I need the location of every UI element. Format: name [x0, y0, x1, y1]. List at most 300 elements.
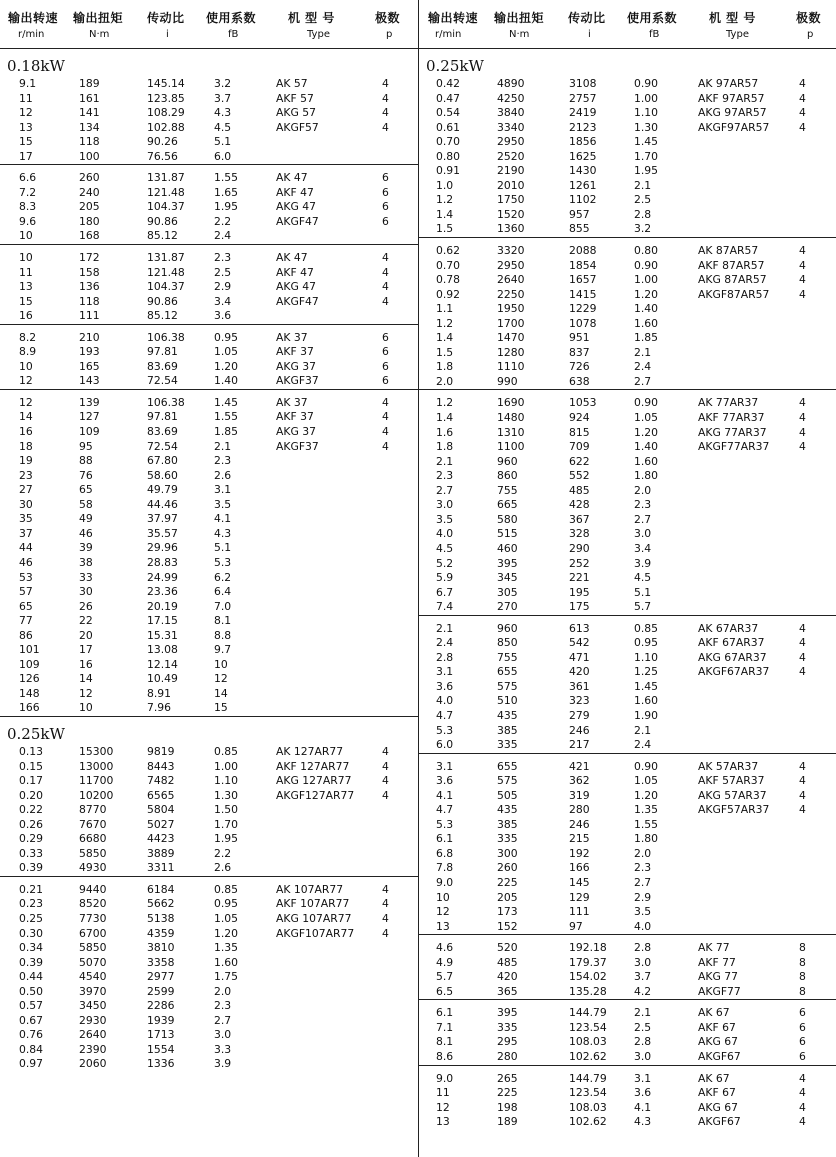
table-row: [419, 302, 836, 317]
torque-cell: 127: [79, 410, 100, 424]
speed-cell: 3.5: [436, 512, 454, 526]
table-row: [419, 709, 836, 724]
torque-cell: 5850: [79, 846, 107, 860]
table-row: [419, 375, 836, 390]
speed-cell: 12: [19, 106, 33, 120]
power-heading: 0.25kW: [7, 724, 65, 743]
factor-cell: 2.7: [634, 374, 652, 388]
torque-cell: 118: [79, 294, 100, 308]
header-poles: 极数: [796, 11, 822, 25]
ratio-cell: 76.56: [147, 149, 178, 163]
factor-cell: 1.05: [634, 774, 659, 788]
table-header: [419, 0, 836, 49]
torque-cell: 2520: [497, 149, 525, 163]
model-cell: AKGF47: [276, 294, 319, 308]
ratio-cell: 319: [569, 788, 590, 802]
ratio-cell: 72.54: [147, 439, 178, 453]
factor-cell: 6.0: [214, 149, 232, 163]
speed-cell: 4.9: [436, 955, 454, 969]
speed-cell: 1.0: [436, 178, 454, 192]
table-row: [0, 774, 418, 789]
block-rows: [0, 171, 418, 244]
ratio-cell: 97.81: [147, 410, 178, 424]
ratio-cell: 7482: [147, 774, 175, 788]
ratio-cell: 85.12: [147, 229, 178, 243]
header-speed-unit: r/min: [18, 29, 45, 40]
factor-cell: 1.10: [634, 106, 659, 120]
table-row: [0, 498, 418, 513]
ratio-cell: 90.86: [147, 294, 178, 308]
speed-cell: 1.4: [436, 207, 454, 221]
factor-cell: 0.90: [634, 77, 659, 90]
factor-cell: 2.6: [214, 861, 232, 875]
factor-cell: 3.3: [214, 1042, 232, 1056]
ratio-cell: 90.26: [147, 135, 178, 149]
model-cell: AKGF47: [276, 214, 319, 228]
speed-cell: 166: [19, 701, 40, 715]
table-row: [419, 724, 836, 739]
poles-cell: 4: [382, 788, 389, 802]
table-row: [0, 1028, 418, 1043]
poles-cell: 4: [799, 244, 806, 258]
speed-cell: 6.5: [436, 984, 454, 998]
torque-cell: 13000: [79, 759, 114, 773]
speed-cell: 4.7: [436, 803, 454, 817]
model-cell: AKGF67AR37: [698, 665, 770, 679]
torque-cell: 520: [497, 941, 518, 955]
factor-cell: 1.05: [214, 911, 239, 925]
speed-cell: 9.0: [436, 875, 454, 889]
ratio-cell: 1713: [147, 1028, 175, 1042]
ratio-cell: 5138: [147, 911, 175, 925]
table-row: [0, 410, 418, 425]
torque-cell: 5850: [79, 941, 107, 955]
speed-cell: 13: [436, 919, 450, 933]
ratio-cell: 108.29: [147, 106, 185, 120]
torque-cell: 189: [79, 77, 100, 90]
speed-cell: 17: [19, 149, 33, 163]
table-row: [419, 440, 836, 455]
factor-cell: 2.9: [214, 280, 232, 294]
table-row: [0, 512, 418, 527]
power-heading: 0.25kW: [426, 57, 484, 75]
header-speed-unit: r/min: [435, 29, 462, 40]
table-row: [0, 643, 418, 658]
speed-cell: 0.92: [436, 287, 461, 301]
table-row: [419, 77, 836, 92]
model-cell: AK 127AR77: [276, 744, 344, 758]
table-row: [419, 121, 836, 136]
table-row: [419, 193, 836, 208]
table-row: [0, 483, 418, 498]
model-cell: AKF 77AR37: [698, 411, 765, 425]
factor-cell: 1.85: [634, 331, 659, 345]
factor-cell: 2.0: [214, 984, 232, 998]
table-row: [0, 760, 418, 775]
ratio-cell: 1229: [569, 302, 597, 316]
speed-cell: 19: [19, 454, 33, 468]
poles-cell: 4: [799, 411, 806, 425]
factor-cell: 2.0: [634, 483, 652, 497]
speed-cell: 1.4: [436, 411, 454, 425]
factor-cell: 4.3: [634, 1115, 652, 1129]
poles-cell: 4: [382, 926, 389, 940]
speed-cell: 0.17: [19, 774, 44, 788]
factor-cell: 1.55: [214, 171, 239, 185]
factor-cell: 3.5: [214, 497, 232, 511]
header-model: 机 型 号: [709, 11, 756, 25]
ratio-cell: 123.54: [569, 1020, 607, 1034]
torque-cell: 38: [79, 555, 93, 569]
header-speed: 输出转速: [428, 11, 479, 25]
factor-cell: 0.95: [214, 330, 239, 344]
factor-cell: 2.3: [634, 861, 652, 875]
factor-cell: 1.50: [214, 803, 239, 817]
rating-block: [419, 390, 836, 615]
speed-cell: 30: [19, 497, 33, 511]
table-row: [419, 484, 836, 499]
model-cell: AKGF77: [698, 984, 741, 998]
ratio-cell: 279: [569, 708, 590, 722]
model-cell: AKF 67: [698, 1020, 736, 1034]
power-heading: 0.18kW: [7, 57, 65, 75]
ratio-cell: 3108: [569, 77, 597, 90]
speed-cell: 13: [19, 120, 33, 134]
model-cell: AK 67AR37: [698, 621, 759, 635]
table-row: [419, 694, 836, 709]
factor-cell: 1.45: [214, 395, 239, 409]
table-row: [0, 970, 418, 985]
torque-cell: 655: [497, 759, 518, 773]
speed-cell: 77: [19, 614, 33, 628]
poles-cell: 4: [382, 911, 389, 925]
block-rows: [419, 1006, 836, 1064]
speed-cell: 4.0: [436, 694, 454, 708]
factor-cell: 1.70: [214, 817, 239, 831]
factor-cell: 4.3: [214, 526, 232, 540]
speed-cell: 5.2: [436, 556, 454, 570]
model-cell: AKGF37: [276, 374, 319, 388]
speed-cell: 10: [19, 359, 33, 373]
table-row: [419, 244, 836, 259]
ratio-cell: 1856: [569, 135, 597, 149]
table-row: [419, 876, 836, 891]
right-column: [418, 0, 836, 1157]
speed-cell: 4.7: [436, 708, 454, 722]
factor-cell: 0.85: [634, 621, 659, 635]
ratio-cell: 49.79: [147, 483, 178, 497]
torque-cell: 395: [497, 556, 518, 570]
block-rows: [419, 760, 836, 935]
ratio-cell: 1430: [569, 164, 597, 178]
model-cell: AKGF97AR57: [698, 120, 770, 134]
factor-cell: 5.1: [214, 135, 232, 149]
factor-cell: 0.90: [634, 396, 659, 410]
ratio-cell: 106.38: [147, 395, 185, 409]
ratio-cell: 726: [569, 360, 590, 374]
model-cell: AKF 67: [698, 1086, 736, 1100]
header-torque-unit: N·m: [89, 29, 110, 40]
torque-cell: 225: [497, 1086, 518, 1100]
torque-cell: 26: [79, 599, 93, 613]
model-cell: AKGF57: [276, 120, 319, 134]
poles-cell: 4: [799, 788, 806, 802]
speed-cell: 148: [19, 686, 40, 700]
speed-cell: 4.5: [436, 541, 454, 555]
speed-cell: 0.47: [436, 91, 461, 105]
poles-cell: 4: [382, 425, 389, 439]
header-poles: 极数: [375, 11, 401, 25]
torque-cell: 15300: [79, 744, 114, 758]
table-row: [0, 440, 418, 455]
speed-cell: 5.3: [436, 817, 454, 831]
table-row: [0, 454, 418, 469]
factor-cell: 2.7: [214, 1013, 232, 1027]
poles-cell: 4: [799, 621, 806, 635]
factor-cell: 2.1: [634, 723, 652, 737]
poles-cell: 6: [382, 185, 389, 199]
factor-cell: 2.9: [634, 890, 652, 904]
model-cell: AKGF107AR77: [276, 926, 355, 940]
torque-cell: 205: [79, 200, 100, 214]
ratio-cell: 3358: [147, 955, 175, 969]
speed-cell: 0.50: [19, 984, 44, 998]
rating-block: [419, 49, 836, 238]
factor-cell: 0.90: [634, 258, 659, 272]
speed-cell: 6.7: [436, 585, 454, 599]
factor-cell: 1.75: [214, 970, 239, 984]
poles-cell: 4: [799, 1100, 806, 1114]
header-factor-unit: fB: [649, 29, 660, 40]
table-row: [0, 121, 418, 136]
table-row: [419, 1115, 836, 1130]
ratio-cell: 102.88: [147, 120, 185, 134]
poles-cell: 4: [799, 273, 806, 287]
factor-cell: 1.00: [634, 91, 659, 105]
model-cell: AK 37: [276, 395, 308, 409]
speed-cell: 0.22: [19, 803, 44, 817]
ratio-cell: 8.91: [147, 686, 172, 700]
poles-cell: 4: [382, 106, 389, 120]
torque-cell: 139: [79, 395, 100, 409]
speed-cell: 23: [19, 468, 33, 482]
poles-cell: 4: [799, 77, 806, 90]
torque-cell: 10: [79, 701, 93, 715]
poles-cell: 4: [382, 439, 389, 453]
torque-cell: 1700: [497, 316, 525, 330]
model-cell: AKF 37: [276, 345, 314, 359]
speed-cell: 1.4: [436, 331, 454, 345]
ratio-cell: 1625: [569, 149, 597, 163]
ratio-cell: 131.87: [147, 171, 185, 185]
table-row: [0, 1057, 418, 1072]
torque-cell: 152: [497, 919, 518, 933]
ratio-cell: 420: [569, 665, 590, 679]
ratio-cell: 622: [569, 454, 590, 468]
ratio-cell: 3810: [147, 941, 175, 955]
factor-cell: 4.5: [634, 571, 652, 585]
speed-cell: 4.6: [436, 941, 454, 955]
model-cell: AKGF67: [698, 1050, 741, 1063]
speed-cell: 1.5: [436, 222, 454, 236]
torque-cell: 2640: [497, 273, 525, 287]
table-row: [419, 360, 836, 375]
ratio-cell: 2123: [569, 120, 597, 134]
ratio-cell: 323: [569, 694, 590, 708]
model-cell: AKGF127AR77: [276, 788, 355, 802]
factor-cell: 2.4: [214, 229, 232, 243]
ratio-cell: 471: [569, 650, 590, 664]
table-row: [419, 665, 836, 680]
torque-cell: 100: [79, 149, 100, 163]
model-cell: AKG 37: [276, 359, 317, 373]
factor-cell: 8.8: [214, 628, 232, 642]
table-row: [0, 658, 418, 673]
block-rows: [419, 1072, 836, 1130]
factor-cell: 1.65: [214, 185, 239, 199]
ratio-cell: 428: [569, 498, 590, 512]
speed-cell: 8.9: [19, 345, 37, 359]
torque-cell: 193: [79, 345, 100, 359]
factor-cell: 1.95: [214, 200, 239, 214]
speed-cell: 0.54: [436, 106, 461, 120]
ratio-cell: 2757: [569, 91, 597, 105]
torque-cell: 2930: [79, 1013, 107, 1027]
speed-cell: 86: [19, 628, 33, 642]
table-row: [0, 77, 418, 92]
speed-cell: 0.39: [19, 861, 44, 875]
table-row: [0, 266, 418, 281]
ratio-cell: 5662: [147, 897, 175, 911]
speed-cell: 27: [19, 483, 33, 497]
table-row: [419, 891, 836, 906]
torque-cell: 180: [79, 214, 100, 228]
ratio-cell: 145: [569, 875, 590, 889]
header-ratio: 传动比: [568, 11, 606, 25]
torque-cell: 225: [497, 875, 518, 889]
speed-cell: 35: [19, 512, 33, 526]
torque-cell: 136: [79, 280, 100, 294]
table-row: [0, 571, 418, 586]
table-row: [0, 1014, 418, 1029]
factor-cell: 3.2: [634, 222, 652, 236]
factor-cell: 1.00: [634, 273, 659, 287]
factor-cell: 1.70: [634, 149, 659, 163]
torque-cell: 335: [497, 738, 518, 752]
table-row: [419, 288, 836, 303]
torque-cell: 510: [497, 694, 518, 708]
speed-cell: 0.76: [19, 1028, 44, 1042]
table-row: [419, 818, 836, 833]
factor-cell: 1.20: [634, 425, 659, 439]
speed-cell: 101: [19, 643, 40, 657]
model-cell: AKF 37: [276, 410, 314, 424]
speed-cell: 126: [19, 672, 40, 686]
model-cell: AKF 87AR57: [698, 258, 765, 272]
header-model-unit: Type: [726, 29, 749, 40]
speed-cell: 6.1: [436, 1006, 454, 1020]
speed-cell: 0.91: [436, 164, 461, 178]
ratio-cell: 58.60: [147, 468, 178, 482]
speed-cell: 9.0: [436, 1071, 454, 1085]
speed-cell: 0.13: [19, 744, 44, 758]
speed-cell: 0.23: [19, 897, 44, 911]
ratio-cell: 8443: [147, 759, 175, 773]
poles-cell: 6: [382, 359, 389, 373]
table-row: [419, 273, 836, 288]
factor-cell: 4.3: [214, 106, 232, 120]
model-cell: AKF 57: [276, 91, 314, 105]
ratio-cell: 145.14: [147, 77, 185, 90]
factor-cell: 3.4: [214, 294, 232, 308]
ratio-cell: 195: [569, 585, 590, 599]
torque-cell: 8770: [79, 803, 107, 817]
speed-cell: 3.6: [436, 679, 454, 693]
speed-cell: 0.44: [19, 970, 44, 984]
torque-cell: 30: [79, 585, 93, 599]
table-row: [419, 222, 836, 237]
header-speed: 输出转速: [8, 11, 59, 25]
header-torque: 输出扭矩: [494, 11, 545, 25]
factor-cell: 3.0: [214, 1028, 232, 1042]
speed-cell: 1.2: [436, 316, 454, 330]
block-rows: [0, 77, 418, 164]
poles-cell: 4: [382, 91, 389, 105]
model-cell: AK 67: [698, 1006, 730, 1020]
factor-cell: 1.30: [214, 788, 239, 802]
table-row: [0, 883, 418, 898]
speed-cell: 0.84: [19, 1042, 44, 1056]
block-rows: [0, 745, 418, 876]
torque-cell: 10200: [79, 788, 114, 802]
speed-cell: 0.80: [436, 149, 461, 163]
torque-cell: 1480: [497, 411, 525, 425]
factor-cell: 3.0: [634, 527, 652, 541]
factor-cell: 9.7: [214, 643, 232, 657]
speed-cell: 7.4: [436, 600, 454, 614]
speed-cell: 0.33: [19, 846, 44, 860]
ratio-cell: 552: [569, 469, 590, 483]
factor-cell: 2.4: [634, 360, 652, 374]
model-cell: AKF 57AR37: [698, 774, 765, 788]
speed-cell: 1.5: [436, 345, 454, 359]
table-row: [419, 970, 836, 985]
torque-cell: 850: [497, 636, 518, 650]
ratio-cell: 246: [569, 817, 590, 831]
speed-cell: 7.2: [19, 185, 37, 199]
model-cell: AKF 97AR57: [698, 91, 765, 105]
factor-cell: 1.10: [214, 774, 239, 788]
torque-cell: 7730: [79, 911, 107, 925]
block-rows: [0, 331, 418, 389]
factor-cell: 1.55: [634, 817, 659, 831]
ratio-cell: 131.87: [147, 251, 185, 265]
speed-cell: 2.4: [436, 636, 454, 650]
factor-cell: 2.2: [214, 214, 232, 228]
torque-cell: 109: [79, 425, 100, 439]
poles-cell: 4: [799, 759, 806, 773]
table-row: [0, 672, 418, 687]
model-cell: AKG 67AR37: [698, 650, 767, 664]
torque-cell: 4540: [79, 970, 107, 984]
model-cell: AKG 97AR57: [698, 106, 767, 120]
factor-cell: 3.0: [634, 955, 652, 969]
speed-cell: 9.1: [19, 77, 37, 90]
rating-block: [0, 245, 418, 325]
factor-cell: 3.7: [634, 970, 652, 984]
factor-cell: 1.80: [634, 469, 659, 483]
header-poles-unit: p: [807, 29, 814, 40]
